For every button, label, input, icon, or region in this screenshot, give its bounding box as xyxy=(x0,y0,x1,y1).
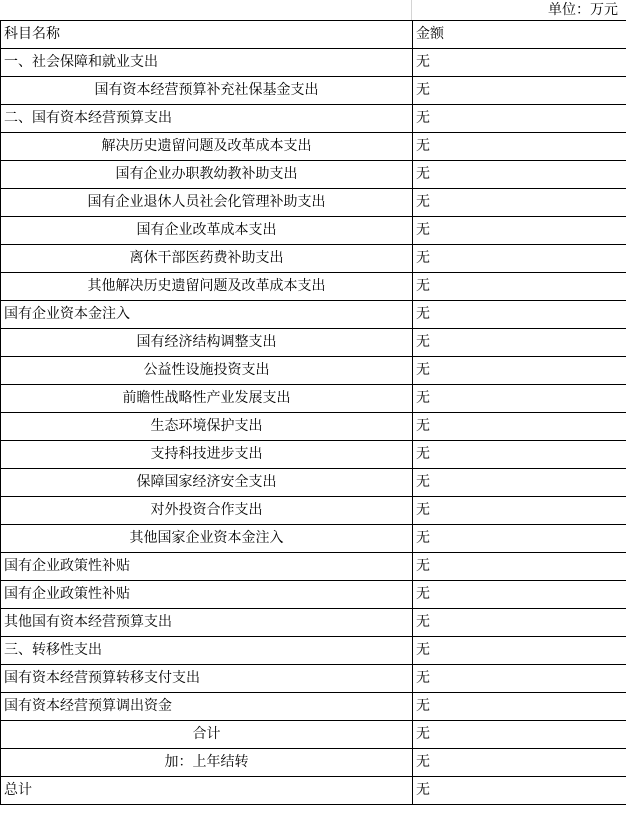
subject-name-cell: 解决历史遗留问题及改革成本支出 xyxy=(1,133,413,161)
table-row xyxy=(1,385,626,413)
header-name-cell: 科目名称 xyxy=(1,21,413,49)
amount-cell: 无 xyxy=(413,777,626,805)
amount-cell: 无 xyxy=(413,441,626,469)
amount-cell: 无 xyxy=(413,665,626,693)
header-row xyxy=(1,21,626,49)
subject-name-cell: 一、社会保障和就业支出 xyxy=(1,49,413,77)
amount-cell: 无 xyxy=(413,133,626,161)
table-row xyxy=(1,245,626,273)
table-row xyxy=(1,609,626,637)
amount-cell: 无 xyxy=(413,245,626,273)
unit-row-blank-cell xyxy=(0,0,412,20)
subject-name-cell: 国有资本经营预算转移支付支出 xyxy=(1,665,413,693)
subject-name-cell: 公益性设施投资支出 xyxy=(1,357,413,385)
table-row xyxy=(1,637,626,665)
subject-name-cell: 其他国家企业资本金注入 xyxy=(1,525,413,553)
subject-name-cell: 合计 xyxy=(1,721,413,749)
subject-name-cell: 国有企业办职教幼教补助支出 xyxy=(1,161,413,189)
table-row xyxy=(1,329,626,357)
subject-name-cell: 其他解决历史遗留问题及改革成本支出 xyxy=(1,273,413,301)
amount-cell: 无 xyxy=(413,553,626,581)
subject-name-cell: 国有企业改革成本支出 xyxy=(1,217,413,245)
table-row xyxy=(1,133,626,161)
table-row xyxy=(1,497,626,525)
subject-name-cell: 国有企业政策性补贴 xyxy=(1,553,413,581)
amount-cell: 无 xyxy=(413,637,626,665)
subject-name-cell: 离休干部医药费补助支出 xyxy=(1,245,413,273)
table-row xyxy=(1,665,626,693)
subject-name-cell: 前瞻性战略性产业发展支出 xyxy=(1,385,413,413)
subject-name-cell: 二、国有资本经营预算支出 xyxy=(1,105,413,133)
amount-cell: 无 xyxy=(413,77,626,105)
unit-row xyxy=(0,0,626,20)
amount-cell: 无 xyxy=(413,609,626,637)
table-row xyxy=(1,189,626,217)
subject-name-cell: 国有企业退休人员社会化管理补助支出 xyxy=(1,189,413,217)
table-row xyxy=(1,161,626,189)
table-body xyxy=(1,49,626,805)
subject-name-cell: 总计 xyxy=(1,777,413,805)
subject-name-cell: 对外投资合作支出 xyxy=(1,497,413,525)
amount-cell: 无 xyxy=(413,105,626,133)
table-row xyxy=(1,777,626,805)
table-row xyxy=(1,273,626,301)
amount-cell: 无 xyxy=(413,413,626,441)
table-row xyxy=(1,581,626,609)
subject-name-cell: 国有资本经营预算补充社保基金支出 xyxy=(1,77,413,105)
amount-cell: 无 xyxy=(413,749,626,777)
amount-cell: 无 xyxy=(413,385,626,413)
table-row xyxy=(1,749,626,777)
table-row xyxy=(1,217,626,245)
amount-cell: 无 xyxy=(413,497,626,525)
subject-name-cell: 国有企业政策性补贴 xyxy=(1,581,413,609)
subject-name-cell: 保障国家经济安全支出 xyxy=(1,469,413,497)
table-row xyxy=(1,525,626,553)
amount-cell: 无 xyxy=(413,217,626,245)
table-row xyxy=(1,77,626,105)
table-row xyxy=(1,357,626,385)
header-amount-cell: 金额 xyxy=(413,21,626,49)
table-row xyxy=(1,105,626,133)
table-row xyxy=(1,49,626,77)
amount-cell: 无 xyxy=(413,721,626,749)
amount-cell: 无 xyxy=(413,273,626,301)
subject-name-cell: 国有经济结构调整支出 xyxy=(1,329,413,357)
amount-cell: 无 xyxy=(413,357,626,385)
amount-cell: 无 xyxy=(413,301,626,329)
subject-name-cell: 其他国有资本经营预算支出 xyxy=(1,609,413,637)
subject-name-cell: 三、转移性支出 xyxy=(1,637,413,665)
amount-cell: 无 xyxy=(413,49,626,77)
table-row xyxy=(1,721,626,749)
subject-name-cell: 国有资本经营预算调出资金 xyxy=(1,693,413,721)
amount-cell: 无 xyxy=(413,693,626,721)
amount-cell: 无 xyxy=(413,329,626,357)
amount-cell: 无 xyxy=(413,161,626,189)
amount-cell: 无 xyxy=(413,469,626,497)
amount-cell: 无 xyxy=(413,189,626,217)
amount-cell: 无 xyxy=(413,525,626,553)
table-row xyxy=(1,693,626,721)
unit-label: 单位：万元 xyxy=(548,2,618,18)
amount-cell: 无 xyxy=(413,581,626,609)
table-row xyxy=(1,441,626,469)
subject-name-cell: 支持科技进步支出 xyxy=(1,441,413,469)
table-row xyxy=(1,301,626,329)
subject-name-cell: 加：上年结转 xyxy=(1,749,413,777)
table-row xyxy=(1,469,626,497)
budget-table xyxy=(0,20,626,805)
table-row xyxy=(1,553,626,581)
subject-name-cell: 国有企业资本金注入 xyxy=(1,301,413,329)
table-row xyxy=(1,413,626,441)
subject-name-cell: 生态环境保护支出 xyxy=(1,413,413,441)
